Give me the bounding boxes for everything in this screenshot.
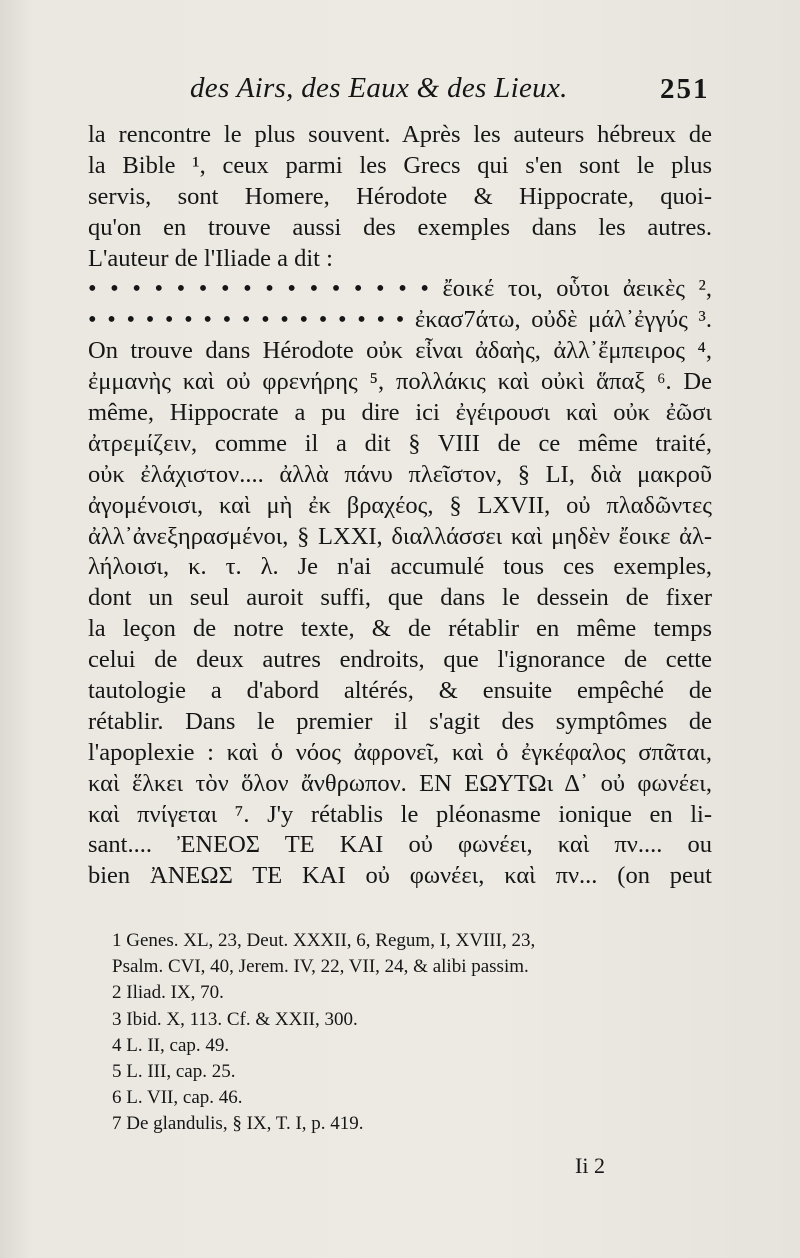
text-line: la Bible ¹, ceux parmi les Grecs qui s'en sont le plus (88, 151, 712, 179)
text-line: L'auteur de l'Iliade a dit : (88, 244, 333, 272)
text-line: • • • • • • • • • • • • • • • • • ἐκασ7άτω, οὐδὲ μάλ᾽ἐγγύς ³. (88, 306, 712, 334)
text-line: ἀγομένοισι, καὶ μὴ ἐκ βραχέος, § LXVII, οὐ πλαδῶντες (88, 491, 712, 519)
footnote: 1 Genes. XL, 23, Deut. XXXII, 6, Regum, I, XVIII, 23, (112, 930, 536, 951)
text-line: la rencontre le plus souvent. Après les auteurs hébreux de (88, 121, 712, 148)
text-line: οὐκ ἐλάχιστον.... ἀλλὰ πάνυ πλεῖστον, § LI, διὰ μακροῦ (88, 460, 712, 488)
footnote: Psalm. CVI, 40, Jerem. IV, 22, VII, 24, & alibi passim. (112, 956, 529, 978)
text-line: rétablir. Dans le premier il s'agit des symptômes de (88, 707, 712, 735)
text-line: servis, sont Homere, Hérodote & Hippocrate, quoi- (88, 182, 712, 210)
footnote: 5 L. III, cap. 25. (112, 1060, 236, 1082)
footnote: 7 De glandulis, § IX, T. I, p. 419. (112, 1113, 364, 1135)
text-line: la leçon de notre texte, & de rétablir en même temps (88, 615, 712, 643)
text-line: qu'on en trouve aussi des exemples dans les autres. (88, 213, 712, 241)
text-line: même, Hippocrate a pu dire ici ἐγέιρουσι καὶ οὐκ ἐῶσι (88, 399, 712, 427)
text-line: On trouve dans Hérodote οὐκ εἶναι ἀδαὴς, ἀλλ᾽ἔμπειρος ⁴, (88, 337, 712, 365)
running-header: des Airs, des Eaux & des Lieux. (190, 72, 568, 104)
text-line: ἐμμανὴς καὶ οὐ φρενήρης ⁵, πολλάκις καὶ οὐκὶ ἅπαξ ⁶. De (88, 368, 712, 396)
footnotes (112, 928, 712, 1138)
page-number: 251 (660, 73, 710, 105)
main-text (88, 120, 712, 892)
footnote: 6 L. VII, cap. 46. (112, 1087, 243, 1109)
text-line: tautologie a d'abord altérés, & ensuite empêché de (88, 677, 712, 705)
text-line: καὶ ἕλκει τὸν ὅλον ἄνθρωπον. ΕΝ ΕΩΥΤΩι Δ᾽ οὐ φωνέει, (88, 769, 712, 797)
signature-mark: Ii 2 (575, 1153, 605, 1178)
text-line: dont un seul auroit suffi, que dans le dessein de fixer (88, 584, 712, 612)
text-line: bien ἈΝΕΩΣ ΤΕ ΚΑΙ οὐ φωνέει, καὶ πν... (on peut (88, 862, 712, 890)
text-line: • • • • • • • • • • • • • • • • ἔοικέ τοι, οὗτοι ἀεικὲς ², (88, 275, 712, 303)
text-line: ἀτρεμίζειν, comme il a dit § VIII de ce même traité, (88, 429, 712, 457)
text-line: sant.... ἘΝΕΟΣ ΤΕ ΚΑΙ οὐ φωνέει, καὶ πν.... ou (88, 831, 712, 859)
footnote: 4 L. II, cap. 49. (112, 1034, 230, 1056)
text-line: λήλοισι, κ. τ. λ. Je n'ai accumulé tous ces exemples, (88, 553, 712, 581)
text-line: καὶ πνίγεται ⁷. J'y rétablis le pléonasme ionique en li- (88, 800, 712, 828)
footnote: 3 Ibid. X, 113. Cf. & XXII, 300. (112, 1008, 358, 1030)
text-line: celui de deux autres endroits, que l'ignorance de cette (88, 646, 712, 674)
text-line: ἀλλ᾽ἀνεξηρασμένοι, § LXXI, διαλλάσσει καὶ μηδὲν ἔοικε ἀλ- (88, 522, 712, 550)
footnote: 2 Iliad. IX, 70. (112, 982, 224, 1004)
text-line: l'apoplexie : καὶ ὁ νόος ἀφρονεῖ, καὶ ὁ ἐγκέφαλος σπᾶται, (88, 738, 712, 766)
